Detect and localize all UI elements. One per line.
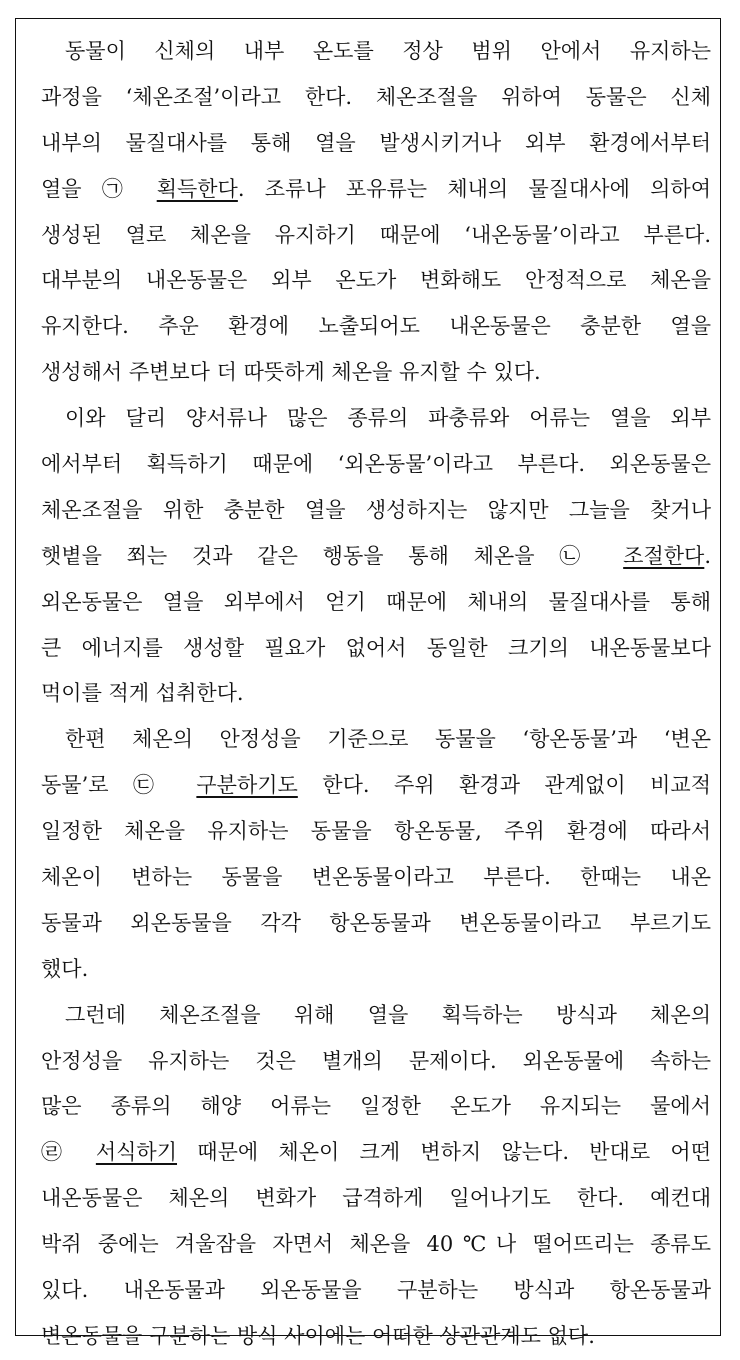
text-line: 했다. (41, 956, 89, 981)
text-line: 체온조절을 위한 충분한 열을 생성하지는 않지만 그늘을 찾거나 (41, 497, 711, 522)
marker-b: ㉡ (559, 543, 624, 568)
text-line: 내온동물은 체온의 변화가 급격하게 일어나기도 한다. 예컨대 (41, 1186, 711, 1211)
underlined-word-a: 획득한다 (156, 176, 238, 201)
underlined-word-d: 서식하기 (95, 1140, 178, 1165)
text-line: 생성해서 주변보다 더 따뜻하게 체온을 유지할 수 있다. (41, 360, 541, 385)
text-line: 일정한 체온을 유지하는 동물을 항온동물, 주위 환경에 따라서 (41, 819, 711, 844)
text-line: 변온동물을 구분하는 방식 사이에는 어떠한 상관관계도 없다. (41, 1323, 595, 1348)
passage-text (41, 29, 711, 1360)
text-line: 동물과 외온동물을 각각 항온동물과 변온동물이라고 부르기도 (41, 910, 711, 935)
passage-box (15, 18, 721, 1348)
marker-c: ㉢ (133, 773, 197, 798)
text-line: 먹이를 적게 섭취한다. (41, 681, 244, 706)
marker-a: ㉠ (101, 176, 157, 201)
text-line: 동물이 신체의 내부 온도를 정상 범위 안에서 유지하는 (65, 39, 711, 63)
text-line: 체온이 변하는 동물을 변온동물이라고 부른다. 한때는 내온 (41, 865, 711, 890)
text-line: 있다. 내온동물과 외온동물을 구분하는 방식과 항온동물과 (41, 1278, 711, 1303)
marker-d: ㉣ (41, 1140, 96, 1165)
text-line: 많은 종류의 해양 어류는 일정한 온도가 유지되는 물에서 (41, 1094, 711, 1119)
text-line: 에서부터 획득하기 때문에 ‘외온동물’이라고 부른다. 외온동물은 (41, 452, 711, 477)
text-line: 안정성을 유지하는 것은 별개의 문제이다. 외온동물에 속하는 (41, 1048, 712, 1073)
text-line: 한편 체온의 안정성을 기준으로 동물을 ‘항온동물’과 ‘변온 (65, 727, 711, 752)
underlined-word-c: 구분하기도 (196, 773, 298, 798)
text-line: 큰 에너지를 생성할 필요가 없어서 동일한 크기의 내온동물보다 (41, 635, 711, 660)
text-line: 외온동물은 열을 외부에서 얻기 때문에 체내의 물질대사를 통해 (41, 589, 711, 614)
underlined-word-b: 조절한다 (623, 543, 705, 568)
text-line: 열을 ㉠ 획득한다. 조류나 포유류는 체내의 물질대사에 의하여 (41, 176, 711, 201)
text-line: ㉣ 서식하기 때문에 체온이 크게 변하지 않는다. 반대로 어떤 (41, 1140, 711, 1165)
text-line: 내부의 물질대사를 통해 열을 발생시키거나 외부 환경에서부터 (41, 130, 711, 155)
text-line: 그런데 체온조절을 위해 열을 획득하는 방식과 체온의 (65, 1002, 711, 1027)
text-line: 박쥐 중에는 겨울잠을 자면서 체온을 40℃나 떨어뜨리는 종류도 (41, 1232, 711, 1257)
text-line: 동물’로 ㉢ 구분하기도 한다. 주위 환경과 관계없이 비교적 (41, 773, 711, 798)
text-line: 대부분의 내온동물은 외부 온도가 변화해도 안정적으로 체온을 (41, 268, 711, 293)
text-line: 생성된 열로 체온을 유지하기 때문에 ‘내온동물’이라고 부른다. (41, 222, 711, 247)
text-line: 햇볕을 쬐는 것과 같은 행동을 통해 체온을 ㉡ 조절한다. (41, 543, 711, 568)
text-line: 과정을 ‘체온조절’이라고 한다. 체온조절을 위하여 동물은 신체 (41, 84, 711, 109)
text-line: 이와 달리 양서류나 많은 종류의 파충류와 어류는 열을 외부 (65, 406, 711, 431)
text-line: 유지한다. 추운 환경에 노출되어도 내온동물은 충분한 열을 (41, 314, 711, 339)
